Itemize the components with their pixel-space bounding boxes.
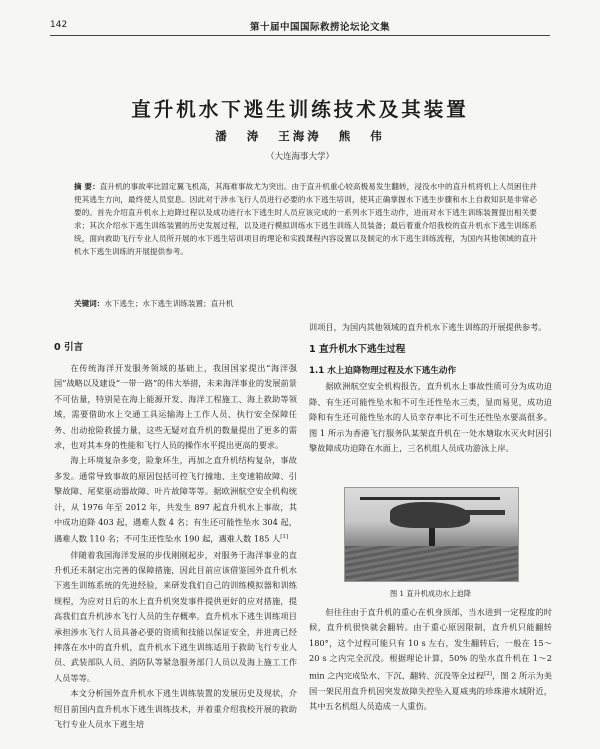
tail-shape (465, 510, 505, 515)
intro-paragraph-2-text: 海上环境复杂多变，险象环生，再加之直升机结构复杂，事故多发。通常导致事故的原因包括可控飞行撞地、主变速箱故障、引擎故障、尾桨驱动器故障、叶片故障等等。据欧洲航空安全机构统计，从 1976 年至 2012 年，共发生 897 起直升机水上事故，其中成功迫降 403 起，遇难人数 4 名；有生还可能性坠水 304 起，遇难人数 110 名；不可生还性坠水 190 起，遇难人数 185 人 (54, 455, 297, 545)
running-head (50, 18, 550, 36)
intro-paragraph-2 (54, 453, 297, 547)
abstract-label: 摘 要： (74, 182, 100, 191)
intro-paragraph-3: 伴随着我国海洋发展的步伐刚刚起步，对服务于海洋事业的直升机还未制定出完善的保障措施，因此目前应该借鉴国外直升机水下逃生训练系统的先进经验，来研发我们自己的训练模拟器和训练规程，为应对日后的水上直升机突发事件提供更好的应对措施，提高我们直升机涉水飞行人员的生存概率。直升机水下逃生训练项目承担涉水飞行人员具备必要的资质和技能以保证安全，并进离已经摔落在水中的直升机，直升机水下逃生训练适用于救助飞行专业人员、武装部队人员、消防队等紧急服务部门人员以及海上施工工作人员等等。 (54, 549, 297, 683)
affiliation: （大连海事大学） (265, 152, 334, 162)
keywords-label: 关键词： (74, 299, 105, 308)
abstract (74, 180, 537, 259)
abstract-text: 直升机的事故率比固定翼飞机高，其海难事故尤为突出。由于直升机重心较高极易发生翻转，浸没水中的直升机将机上人员困住并使其逃生方向，最终使人员窒息。因此对于涉水飞行人员进行必要的水下逃生培训，使其正确掌握水下逃生步骤和水上自救知识是非常必要的。首先介绍直升机水上迫降过程以及成功进行水下逃生时人员应该完成的一系列水下逃生动作，进而对水下逃生训练装置提出相关要求；其次介绍水下逃生训练装置的历史发展过程，以及进行模拟训练水下逃生训练人员装备；最后着重介绍我校的直升机水下逃生训练系统，面向救助飞行专业人员所开展的水下逃生培训项目的理论和实践课程内容设置以及制定的水下逃生训练流程，为国内其他领域的直升机水下逃生训练的开展提供参考。 (74, 182, 537, 257)
section-heading-intro: 0 引言 (54, 342, 84, 353)
section1-paragraph-2-text: 但往往由于直升机的重心在机身顶部，当水进到一定程度的时候，直升机很快就会翻转。由于重心原因限制，直升机只能翻转 180°，这个过程可能只有 10 s 左右，发生翻转后，一般在 15～20 s 之内完全沉没。根据理论计算，50% 的坠水直升机在 1～2 min 之内完成坠水、下沉、翻转、沉没等全过程 (309, 607, 552, 681)
section1-paragraph-1: 据欧洲航空安全机构报告，直升机水上事故性质可分为成功迫降、有生还可能性坠水和不可生还性坠水三类，显而易见，成功迫降和有生还可能性坠水的人员幸存率比不可生还性坠水要高很多。图 1 所示为香港飞行服务队某架直升机在一处水塘取水灭火时因引擎故障成功迫降在水面上，三名机组人员成功游泳上岸。 (309, 381, 552, 454)
right-column-top (309, 320, 552, 456)
journal-title: 第十届中国国际救捞论坛论文集 (249, 22, 390, 33)
keywords-text: 水下逃生；水下逃生训练装置；直升机 (104, 299, 234, 308)
helicopter-shape (390, 502, 470, 528)
figure-helicopter-ditching (344, 487, 519, 582)
intro-paragraph-1: 在传统海洋开发服务领域的基础上，我国国家提出“海洋强国”战略以及建设“一带一路”的伟大举措，未来海洋事业的发展前景不可估量，特别是在海上能源开发、海洋工程施工、海上救助等领域，需要借助水上交通工具运输海上工作人员、执行安全保障任务、出动抢险救援力量，这些无疑对直升机的数量提出了更多的需求，也对其本身的性能和飞行人员的操作水平提出更高的要求。 (54, 363, 297, 451)
section-heading-1: 1 直升机水下逃生过程 (309, 344, 406, 356)
intro-continued: 训项目，为国内其他领域的直升机水下逃生训练的开展提供参考。 (309, 322, 547, 332)
citation-1: [1] (280, 534, 289, 541)
figure-caption: 图 1 直升机成功水上迫降 (389, 589, 472, 598)
section1-paragraph-2 (309, 605, 552, 715)
right-column-bottom (309, 605, 552, 715)
page-number: 142 (50, 20, 68, 30)
subsection-heading-1-1: 1.1 水上迫降物理过程及水下逃生动作 (309, 366, 457, 377)
left-column (54, 333, 297, 732)
keywords (74, 297, 537, 310)
citation-2: [2] (484, 670, 492, 677)
water-shape (345, 546, 519, 582)
paper-title: 直升机水下逃生训练技术及其装置 (131, 98, 469, 121)
rotor-shape (360, 497, 500, 500)
section1-paragraph-2-tail: ，图 2 所示为美国一架民用直升机因突发故障失控坠入夏威夷的珍珠港水域附近，其中五名机组人员造成一人重伤。 (309, 670, 552, 712)
authors: 潘 涛 王海涛 熊 伟 (215, 129, 385, 143)
intro-paragraph-4: 本文分析国外直升机水下逃生训练装置的发展历史及现状，介绍目前国内直升机水下逃生训练技术，并着重介绍我校开展的救助飞行专业人员水下逃生培 (54, 688, 297, 730)
